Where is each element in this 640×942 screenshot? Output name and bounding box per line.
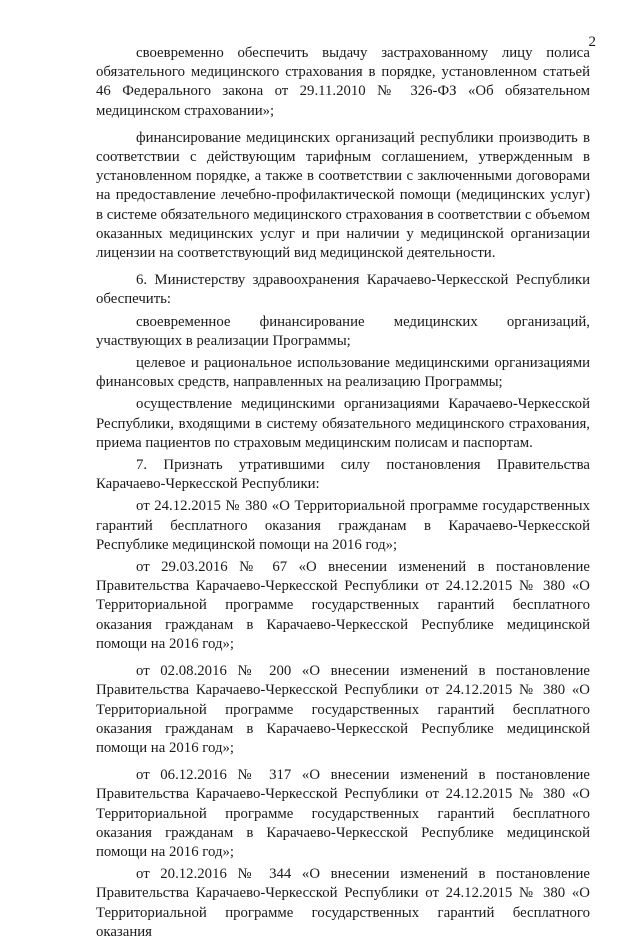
paragraph-resolution-67: от 29.03.2016 № 67 «О внесении изменений в постановление Правительства Карачаево-Черкесской Республики от 24.12.2015 № 380 «О Территориальной программе государственных гарантий бесплатного оказания гражданам в Карачаево-Черкесской Республике медицинской помощи на 2016 год»;	[96, 559, 590, 652]
paragraph-ministry-ensure: 6. Министерству здравоохранения Карачаево-Черкесской Республики обеспечить:	[96, 272, 590, 308]
paragraph-resolution-380: от 24.12.2015 № 380 «О Территориальной программе государственных гарантий бесплатного оказания гражданам в Карачаево-Черкесской Республике медицинской помощи на 2016 год»;	[96, 498, 590, 553]
paragraph-policy-issuance: своевременно обеспечить выдачу застрахованному лицу полиса обязательного медицинского страхования в порядке, установленном статьей 46 Федерального закона от 29.11.2010 № 326-ФЗ «Об обязательном медицинском страховании»;	[96, 45, 590, 119]
document-body	[96, 44, 590, 942]
paragraph-targeted-use: целевое и рациональное использование медицинскими организациями финансовых средств, направленных на реализацию Программы;	[96, 355, 590, 391]
paragraph-resolution-344: от 20.12.2016 № 344 «О внесении изменений в постановление Правительства Карачаево-Черкесской Республики от 24.12.2015 № 380 «О Территориальной программе государственных гарантий бесплатного оказания	[96, 866, 590, 940]
paragraph-financing-organizations: финансирование медицинских организаций республики производить в соответствии с действующим тарифным соглашением, утвержденным в установленном порядке, а также в соответствии с заключенными договорами на предоставление лечебно-профилактической помощи (медицинских услуг) в системе обязательного медицинского страхования в соответствии с объемом оказанных медицинских услуг и при наличии у медицинской организации лицензии на соответствующий вид медицинской деятельности.	[96, 129, 590, 262]
paragraph-patient-reception: осуществление медицинскими организациями Карачаево-Черкесской Республики, входящими в систему обязательного медицинского страхования, приема пациентов по страховым медицинским полисам и паспортам.	[96, 396, 590, 451]
paragraph-resolution-200: от 02.08.2016 № 200 «О внесении изменений в постановление Правительства Карачаево-Черкесской Республики от 24.12.2015 № 380 «О Территориальной программе государственных гарантий бесплатного оказания гражданам в Карачаево-Черкесской Республике медицинской помощи на 2016 год»;	[96, 663, 590, 756]
paragraph-resolution-317: от 06.12.2016 № 317 «О внесении изменений в постановление Правительства Карачаево-Черкесской Республики от 24.12.2015 № 380 «О Территориальной программе государственных гарантий бесплатного оказания гражданам в Карачаево-Черкесской Республике медицинской помощи на 2016 год»;	[96, 767, 590, 860]
paragraph-invalidate-resolutions: 7. Признать утратившими силу постановления Правительства Карачаево-Черкесской Республики:	[96, 457, 590, 493]
page-number: 2	[588, 34, 596, 50]
paragraph-timely-financing: своевременное финансирование медицинских организаций, участвующих в реализации Программы;	[96, 313, 590, 349]
